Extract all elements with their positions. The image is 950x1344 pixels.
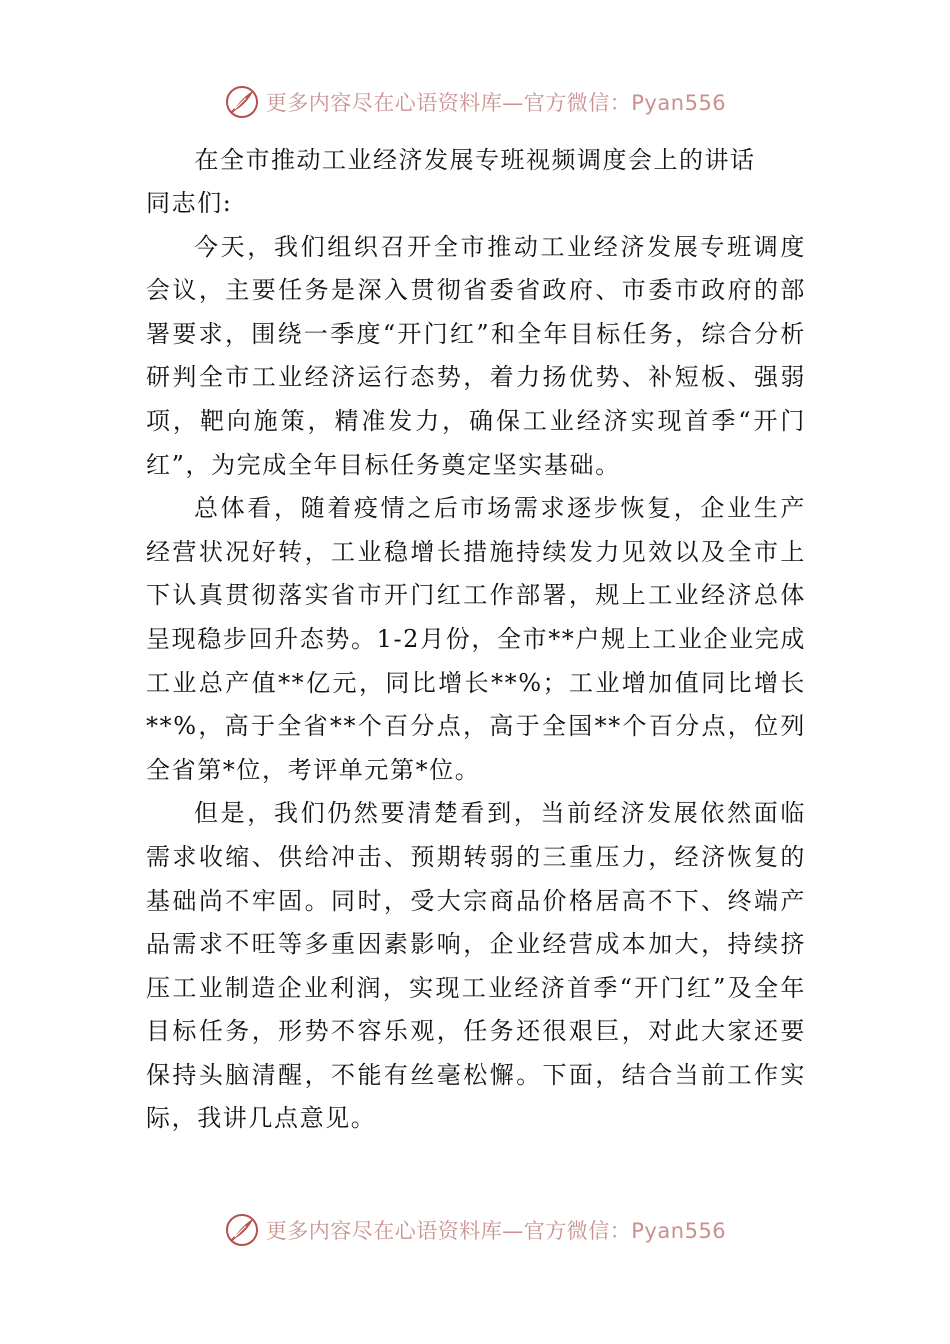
salutation: 同志们: bbox=[146, 189, 233, 217]
paragraph-1: 今天，我们组织召开全市推动工业经济发展专班调度会议，主要任务是深入贯彻省委省政府、市委市政府的部署要求，围绕一季度“开门红”和全年目标任务，综合分析研判全市工业经济运行态势，着力扬优势、补短板、强弱项，靶向施策，精准发力，确保工业经济实现首季“开门红”，为完成全年目标任务奠定坚实基础。 bbox=[146, 232, 806, 479]
paragraph-2: 总体看，随着疫情之后市场需求逐步恢复，企业生产经营状况好转，工业稳增长措施持续发力见效以及全市上下认真贯彻落实省市开门红工作部署，规上工业经济总体呈现稳步回升态势。1-2月份，全市**户规上工业企业完成工业总产值**亿元，同比增长**%；工业增加值同比增长**%，高于全省**个百分点，高于全国**个百分点，位列全省第*位，考评单元第*位。 bbox=[146, 494, 806, 784]
feather-pen-logo-icon bbox=[224, 84, 260, 120]
feather-pen-logo-icon bbox=[224, 1212, 260, 1248]
document-title: 在全市推动工业经济发展专班视频调度会上的讲话 bbox=[194, 146, 756, 174]
paragraph-3: 但是，我们仍然要清楚看到，当前经济发展依然面临需求收缩、供给冲击、预期转弱的三重压力，经济恢复的基础尚不牢固。同时，受大宗商品价格居高不下、终端产品需求不旺等多重因素影响，企业经营成本加大，持续挤压工业制造企业利润，实现工业经济首季“开门红”及全年目标任务，形势不容乐观，任务还很艰巨，对此大家还要保持头脑清醒，不能有丝毫松懈。下面，结合当前工作实际，我讲几点意见。 bbox=[146, 799, 806, 1133]
watermark-text: 更多内容尽在心语资料库—官方微信：Pyan556 bbox=[265, 1219, 727, 1243]
document-body bbox=[146, 182, 806, 1141]
watermark-footer bbox=[0, 1210, 950, 1250]
watermark-text: 更多内容尽在心语资料库—官方微信：Pyan556 bbox=[265, 91, 727, 115]
watermark-header bbox=[0, 82, 950, 122]
